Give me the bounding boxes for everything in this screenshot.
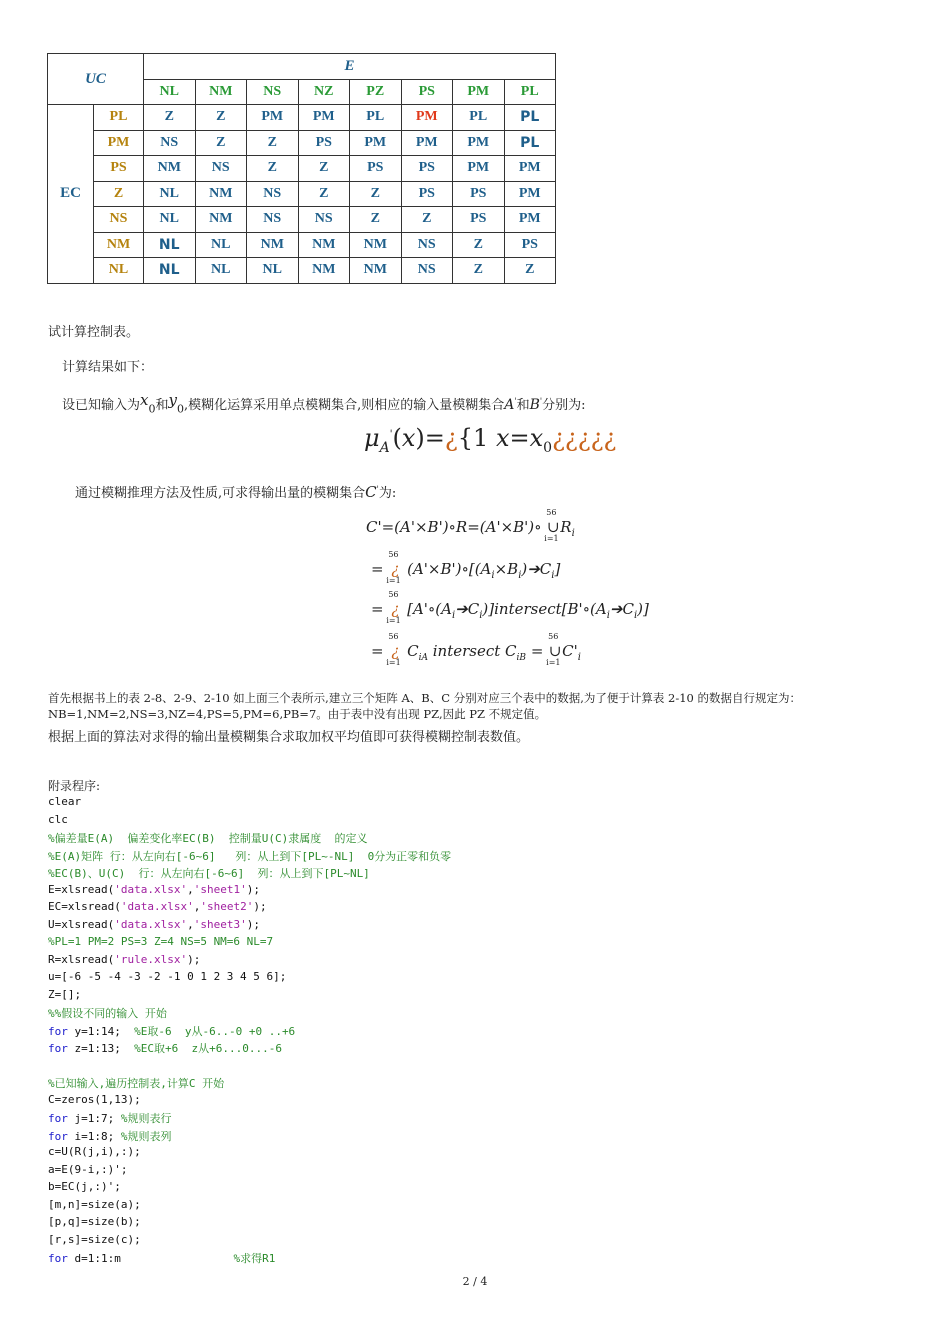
- code-comment: %%假设不同的输入 开始: [48, 1007, 167, 1020]
- code-line: [48, 848, 451, 864]
- code-line: [48, 1128, 171, 1144]
- code-line: [48, 1005, 167, 1021]
- code-line: [48, 1233, 141, 1246]
- table-cell: PS: [453, 181, 505, 207]
- code-comment: %规则表列: [120, 1129, 172, 1143]
- code-string: 'data.xlsx': [120, 900, 194, 913]
- table-cell: NS: [195, 156, 247, 182]
- code-comment: %偏差量E(A) 偏差变化率EC(B) 控制量U(C)隶属度 的定义: [48, 832, 368, 845]
- table-cell: PM: [504, 156, 556, 182]
- equation-line-3: = 56 ¿ i=1 $[A'\circ(A_i➔C_i)]intersect[B'\circ(A_i➔C_i)]$: [371, 590, 649, 625]
- code-line: [48, 1215, 141, 1228]
- code-text: );: [253, 900, 267, 913]
- code-text: [r,s]=size(c);: [48, 1232, 141, 1246]
- paragraph-output-set: 通过模糊推理方法及性质,可求得输出量的模糊集合C'为:: [75, 483, 397, 501]
- row-label: NS: [94, 207, 144, 233]
- table-cell: Z: [195, 105, 247, 131]
- code-line: [48, 970, 286, 983]
- column-header-pm: PM: [453, 79, 505, 105]
- table-cell: Z: [504, 258, 556, 284]
- code-line: [48, 953, 200, 966]
- code-text: y=1:14;: [67, 1024, 135, 1038]
- table-cell: PM: [504, 207, 556, 233]
- code-line: [48, 1075, 224, 1091]
- row-label: PM: [94, 130, 144, 156]
- code-comment: %求得R1: [233, 1252, 276, 1265]
- row-label: NM: [94, 232, 144, 258]
- membership-formula: $\mu_A'(x)=¿\{1$ $x=x_0¿¿¿¿¿$: [364, 424, 617, 456]
- table-row: [48, 130, 556, 156]
- table-cell: PM: [453, 130, 505, 156]
- table-cell: NM: [195, 181, 247, 207]
- table-cell: PL: [350, 105, 402, 131]
- table-cell: PS: [298, 130, 350, 156]
- code-text: j=1:7;: [67, 1112, 121, 1125]
- code-line: [48, 795, 81, 808]
- column-header-ns: NS: [247, 79, 299, 105]
- fuzzy-rule-table: [47, 53, 556, 284]
- table-row: [48, 232, 556, 258]
- table-cell: PS: [504, 232, 556, 258]
- code-comment: %PL=1 PM=2 PS=3 Z=4 NS=5 NM=6 NL=7: [48, 935, 274, 948]
- table-cell: NM: [195, 207, 247, 233]
- code-line: [48, 813, 68, 826]
- code-comment: %已知输入,遍历控制表,计算C 开始: [48, 1077, 225, 1090]
- column-header-ps: PS: [401, 79, 453, 105]
- code-text: Z=[];: [48, 987, 82, 1001]
- row-label: NL: [94, 258, 144, 284]
- column-header-pz: PZ: [350, 79, 402, 105]
- table-cell: NL: [195, 232, 247, 258]
- code-string: 'sheet3': [193, 917, 247, 931]
- table-cell: Z: [298, 156, 350, 182]
- table-cell: PS: [453, 207, 505, 233]
- table-cell: Z: [195, 130, 247, 156]
- table-cell: NL: [247, 258, 299, 284]
- table-cell: PL: [453, 105, 505, 131]
- table-cell: Z: [401, 207, 453, 233]
- table-cell: Z: [350, 181, 402, 207]
- row-label: Z: [94, 181, 144, 207]
- table-cell: NL: [144, 207, 196, 233]
- code-keyword: for: [48, 1042, 68, 1055]
- uc-header: UC: [48, 54, 144, 105]
- code-comment: %EC取+6 z从+6...0...-6: [134, 1042, 282, 1055]
- code-text: b=EC(j,:)';: [48, 1180, 121, 1193]
- e-header: E: [144, 54, 556, 80]
- code-string: 'rule.xlsx': [114, 952, 188, 966]
- table-cell: PM: [401, 130, 453, 156]
- code-comment: %E取-6 y从-6..-0 +0 ..+6: [134, 1024, 296, 1038]
- code-text: clc: [48, 812, 68, 826]
- table-cell: NM: [247, 232, 299, 258]
- column-header-pl: PL: [504, 79, 556, 105]
- code-keyword: for: [48, 1112, 68, 1125]
- code-line: [48, 1110, 171, 1126]
- code-line: [48, 1198, 141, 1211]
- code-line: [48, 1093, 141, 1106]
- ec-header: EC: [48, 105, 94, 284]
- column-header-nl: NL: [144, 79, 196, 105]
- table-cell: NL: [144, 181, 196, 207]
- code-text: ,: [187, 917, 194, 931]
- table-cell: NS: [144, 130, 196, 156]
- paragraph-task: 试计算控制表。: [48, 325, 140, 340]
- table-row: [48, 207, 556, 233]
- table-cell: PL: [504, 105, 556, 131]
- paragraph-inputs: 设已知输入为$x_0$和$y_0$,模糊化运算采用单点模糊集合,则相应的输入量模糊集合A'和B'分别为:: [62, 391, 586, 416]
- code-line: [48, 830, 367, 846]
- table-cell: NM: [350, 232, 402, 258]
- table-cell: NS: [401, 258, 453, 284]
- row-label: PS: [94, 156, 144, 182]
- table-cell: NL: [195, 258, 247, 284]
- code-line: [48, 935, 273, 948]
- code-text: E=xlsread(: [48, 882, 115, 896]
- table-cell: NM: [144, 156, 196, 182]
- paragraph-result-intro: 计算结果如下：: [62, 360, 154, 375]
- table-cell: PM: [453, 156, 505, 182]
- code-line: [48, 865, 370, 881]
- code-text: C=zeros(1,13);: [48, 1092, 141, 1106]
- table-cell: Z: [247, 156, 299, 182]
- table-cell: NS: [247, 207, 299, 233]
- table-cell: PS: [401, 156, 453, 182]
- code-line: [48, 1250, 275, 1266]
- page-number: 2 / 4: [462, 1275, 488, 1288]
- equation-line-2: = 56 ¿ i=1 $(A'\times B')\circ[(A_i\times B_i)➔C_i]$: [371, 550, 561, 585]
- table-cell: PM: [504, 181, 556, 207]
- row-label: PL: [94, 105, 144, 131]
- code-line: [48, 883, 260, 896]
- code-text: );: [246, 917, 260, 931]
- table-cell: Z: [144, 105, 196, 131]
- table-cell: Z: [350, 207, 402, 233]
- code-text: z=1:13;: [67, 1042, 135, 1055]
- table-row: [48, 105, 556, 131]
- table-row: [48, 156, 556, 182]
- code-line: [48, 1163, 127, 1176]
- code-line: [48, 918, 260, 931]
- code-text: );: [187, 952, 201, 966]
- code-line: [48, 1040, 282, 1056]
- table-cell: PS: [401, 181, 453, 207]
- code-comment: %规则表行: [120, 1112, 172, 1125]
- table-cell: PL: [504, 130, 556, 156]
- code-string: 'sheet2': [200, 900, 254, 913]
- code-text: EC=xlsread(: [48, 900, 121, 913]
- table-cell: Z: [453, 232, 505, 258]
- table-cell: Z: [298, 181, 350, 207]
- code-text: [m,n]=size(a);: [48, 1197, 141, 1211]
- code-text: );: [246, 882, 260, 896]
- equation-line-4: = 56 ¿ i=1 $C_{iA}$ intersect $C_{iB}$ = 56 ∪ i=1 $C'_i$: [371, 632, 581, 667]
- code-text: u=[-6 -5 -4 -3 -2 -1 0 1 2 3 4 5 6];: [48, 970, 287, 983]
- table-cell: NM: [350, 258, 402, 284]
- code-line: [48, 1180, 121, 1193]
- table-cell: PM: [350, 130, 402, 156]
- table-cell: PM: [247, 105, 299, 131]
- code-text: d=1:1:m: [67, 1252, 234, 1265]
- code-keyword: for: [48, 1252, 68, 1265]
- equation-line-1: C'=(A'×B')∘R=(A'×B')∘ 56 ∪ i=1 $R_i$: [366, 508, 575, 543]
- code-text: ,: [193, 900, 201, 913]
- paragraph-weighted-average: 根据上面的算法对求得的输出量模糊集合求取加权平均值即可获得模糊控制表数值。: [48, 730, 530, 745]
- code-text: ,: [187, 882, 194, 896]
- table-cell: Z: [247, 130, 299, 156]
- code-keyword: for: [48, 1024, 68, 1038]
- code-text: c=U(R(j,i),:);: [48, 1145, 141, 1158]
- table-cell: Z: [453, 258, 505, 284]
- code-keyword: for: [48, 1129, 68, 1143]
- code-text: [p,q]=size(b);: [48, 1215, 141, 1228]
- code-line: [48, 1023, 295, 1039]
- code-line: [48, 900, 267, 913]
- code-string: 'data.xlsx': [114, 882, 188, 896]
- column-header-nm: NM: [195, 79, 247, 105]
- table-cell: NL: [144, 258, 196, 284]
- code-text: a=E(9-i,:)';: [48, 1162, 128, 1176]
- code-string: 'data.xlsx': [114, 917, 188, 931]
- code-text: U=xlsread(: [48, 917, 115, 931]
- table-cell: NS: [401, 232, 453, 258]
- code-line: [48, 988, 81, 1001]
- code-line: [48, 1145, 141, 1158]
- table-cell: PM: [298, 105, 350, 131]
- table-cell: PM: [401, 105, 453, 131]
- code-text: clear: [48, 795, 82, 808]
- table-cell: NS: [247, 181, 299, 207]
- table-cell: NS: [298, 207, 350, 233]
- code-string: 'sheet1': [193, 882, 247, 896]
- table-cell: PS: [350, 156, 402, 182]
- table-cell: NM: [298, 232, 350, 258]
- code-text: R=xlsread(: [48, 952, 115, 966]
- appendix-label: 附录程序:: [48, 779, 101, 793]
- code-comment: %E(A)矩阵 行：从左向右[-6~6] 列：从上到下[PL~-NL] 0分为正零和负零: [48, 849, 452, 863]
- table-row: [48, 181, 556, 207]
- table-cell: NL: [144, 232, 196, 258]
- code-comment: %EC(B)、U(C) 行：从左向右[-6~6] 列：从上到下[PL~NL]: [48, 867, 370, 880]
- table-cell: NM: [298, 258, 350, 284]
- code-text: i=1:8;: [67, 1129, 121, 1143]
- column-header-nz: NZ: [298, 79, 350, 105]
- paragraph-method: 首先根据书上的表 2-8、2-9、2-10 如上面三个表所示,建立三个矩阵 A、B、C 分别对应三个表中的数据,为了便于计算表 2-10 的数据自行规定为： NB=1,NM=2,NS=3,NZ=4,PS=5,PM=6,PB=7。由于表中没有出现 PZ,因此 PZ 不规定值。: [48, 691, 802, 721]
- table-row: [48, 258, 556, 284]
